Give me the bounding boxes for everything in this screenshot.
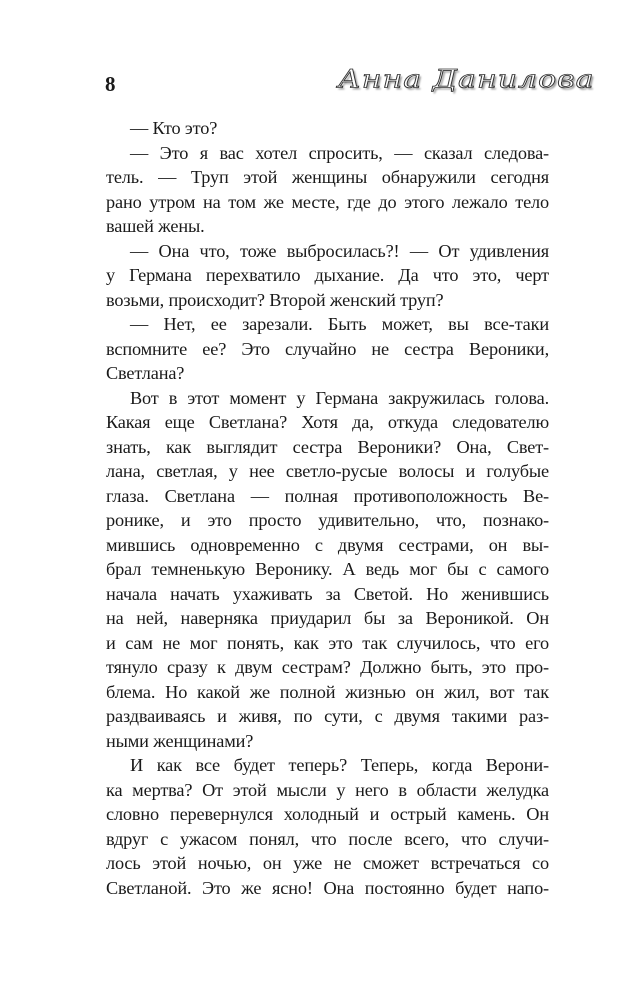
text-line: вдруг с ужасом понял, что после всего, что случи- bbox=[106, 828, 549, 849]
text-line: словно перевернулся холодный и острый камень. Он bbox=[106, 804, 549, 824]
text-line: на ней, наверняка приударил бы за Вероникой. Он bbox=[106, 608, 549, 628]
paragraph bbox=[106, 386, 549, 754]
paragraph bbox=[106, 312, 549, 386]
text-line: возьми, происходит? Второй женский труп? bbox=[106, 289, 444, 310]
body-text bbox=[106, 116, 549, 900]
text-line: вспомните ее? Это случайно не сестра Вероники, bbox=[106, 338, 549, 359]
text-line: глаза. Светлана — полная противоположность Ве- bbox=[106, 485, 549, 506]
author-name-header: Анна Данилова bbox=[338, 64, 595, 95]
text-line: Какая еще Светлана? Хотя да, откуда следователю bbox=[106, 412, 549, 432]
text-line: знать, как выглядит сестра Вероники? Она, Свет- bbox=[106, 436, 549, 457]
text-line: — Нет, ее зарезали. Быть может, вы все-таки bbox=[130, 314, 549, 334]
text-line: ными женщинами? bbox=[106, 730, 254, 751]
text-line: — Это я вас хотел спросить, — сказал следова- bbox=[130, 142, 549, 163]
text-line: вашей жены. bbox=[106, 216, 205, 236]
text-line: блема. Но какой же полной жизнью он жил, вот так bbox=[106, 681, 549, 702]
text-line: рано утром на том же месте, где до этого лежало тело bbox=[106, 191, 549, 212]
text-line: тянуло сразу к двум сестрам? Должно быть, это про- bbox=[106, 657, 549, 677]
text-line: раздваиваясь и живя, по сути, с двумя такими раз- bbox=[106, 706, 549, 726]
text-line: ронике, и это просто удивительно, что, познако- bbox=[106, 510, 549, 530]
paragraph bbox=[106, 116, 549, 141]
text-line: у Германа перехватило дыхание. Да что это, черт bbox=[106, 265, 549, 285]
text-line: — Кто это? bbox=[130, 118, 218, 138]
paragraph bbox=[106, 239, 549, 313]
text-line: лось этой ночью, он уже не сможет встречаться со bbox=[106, 853, 549, 873]
text-line: И как все будет теперь? Теперь, когда Верони- bbox=[130, 755, 549, 775]
paragraph bbox=[106, 753, 549, 900]
paragraph bbox=[106, 141, 549, 239]
text-line: Светланой. Это же ясно! Она постоянно будет напо- bbox=[106, 877, 549, 898]
page-number: 8 bbox=[105, 72, 116, 96]
text-line: начала начать ухаживать за Светой. Но женившись bbox=[106, 583, 549, 604]
text-line: — Она что, тоже выбросилась?! — От удивления bbox=[130, 240, 549, 261]
text-line: мившись одновременно с двумя сестрами, он вы- bbox=[106, 534, 549, 555]
text-line: тель. — Труп этой женщины обнаружили сегодня bbox=[106, 167, 549, 187]
text-line: лана, светлая, у нее светло-русые волосы и голубые bbox=[106, 461, 549, 481]
text-line: Светлана? bbox=[106, 363, 185, 383]
text-line: Вот в этот момент у Германа закружилась голова. bbox=[130, 387, 549, 408]
text-line: и сам не мог понять, как это так случилось, что его bbox=[106, 632, 549, 653]
text-line: брал темненькую Веронику. А ведь мог бы с самого bbox=[106, 559, 549, 579]
text-line: ка мертва? От этой мысли у него в области желудка bbox=[106, 779, 549, 800]
